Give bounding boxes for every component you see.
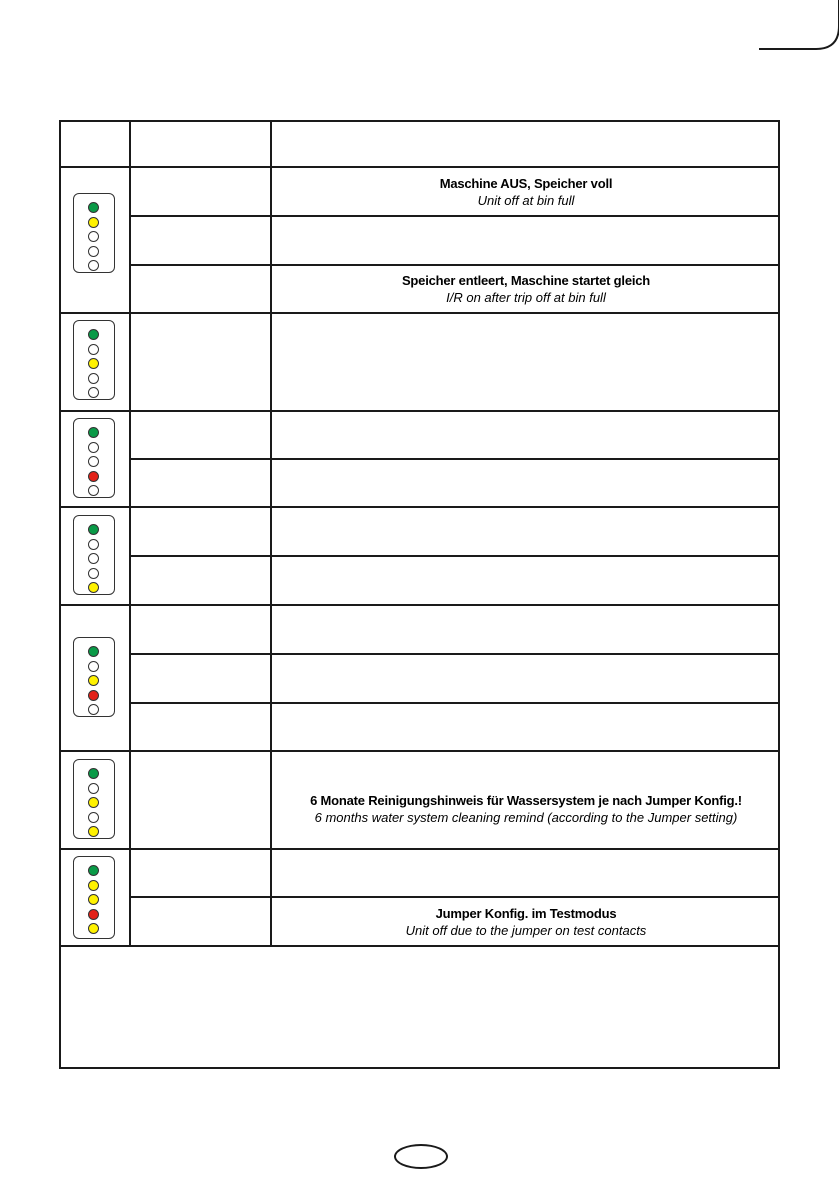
led-yellow-icon <box>88 880 99 891</box>
led-indicator-panel <box>73 637 115 717</box>
message-jumper-test <box>272 898 780 945</box>
led-green-icon <box>88 329 99 340</box>
led-red-icon <box>88 909 99 920</box>
message-en: Unit off due to the jumper on test contacts <box>405 922 647 938</box>
message-cleaning-remind <box>272 770 780 848</box>
led-yellow-icon <box>88 358 99 369</box>
row-divider <box>61 410 780 412</box>
led-yellow-icon <box>88 582 99 593</box>
led-yellow-icon <box>88 894 99 905</box>
page-number-badge <box>394 1144 448 1169</box>
message-en: Unit off at bin full <box>477 192 575 208</box>
message-en: 6 months water system cleaning remind (according to the Jumper setting) <box>314 810 738 825</box>
led-green-icon <box>88 524 99 535</box>
subrow-divider <box>129 653 780 655</box>
led-yellow-icon <box>88 826 99 837</box>
subrow-divider <box>129 702 780 704</box>
led-off-icon <box>88 344 99 355</box>
subrow-divider <box>129 555 780 557</box>
message-de: Maschine AUS, Speicher voll <box>439 175 613 191</box>
led-off-icon <box>88 783 99 794</box>
led-red-icon <box>88 690 99 701</box>
led-off-icon <box>88 456 99 467</box>
subrow-divider <box>129 215 780 217</box>
led-off-icon <box>88 231 99 242</box>
led-off-icon <box>88 539 99 550</box>
row-divider <box>61 312 780 314</box>
row-divider <box>61 945 780 947</box>
led-off-icon <box>88 246 99 257</box>
led-green-icon <box>88 865 99 876</box>
led-off-icon <box>88 704 99 715</box>
led-off-icon <box>88 387 99 398</box>
message-bin-full <box>272 168 780 215</box>
led-off-icon <box>88 373 99 384</box>
led-off-icon <box>88 485 99 496</box>
led-off-icon <box>88 553 99 564</box>
led-indicator-panel <box>73 320 115 400</box>
led-green-icon <box>88 202 99 213</box>
led-yellow-icon <box>88 217 99 228</box>
led-indicator-panel <box>73 515 115 595</box>
led-red-icon <box>88 471 99 482</box>
led-yellow-icon <box>88 797 99 808</box>
led-off-icon <box>88 260 99 271</box>
led-off-icon <box>88 568 99 579</box>
message-de: Jumper Konfig. im Testmodus <box>435 905 617 921</box>
led-indicator-panel <box>73 856 115 939</box>
led-indicator-panel <box>73 759 115 839</box>
led-indicator-panel <box>73 193 115 273</box>
led-yellow-icon <box>88 675 99 686</box>
message-de: Speicher entleert, Maschine startet gleich <box>401 273 651 288</box>
led-off-icon <box>88 442 99 453</box>
led-green-icon <box>88 646 99 657</box>
message-en: I/R on after trip off at bin full <box>446 290 606 305</box>
led-yellow-icon <box>88 923 99 934</box>
led-status-table <box>59 120 780 1069</box>
message-bin-emptied <box>272 266 780 312</box>
page-corner-mark <box>759 0 839 70</box>
row-divider <box>61 506 780 508</box>
led-green-icon <box>88 427 99 438</box>
row-divider <box>61 750 780 752</box>
column-divider <box>129 122 131 947</box>
row-divider <box>61 848 780 850</box>
led-off-icon <box>88 661 99 672</box>
row-divider <box>61 604 780 606</box>
led-off-icon <box>88 812 99 823</box>
subrow-divider <box>129 458 780 460</box>
led-indicator-panel <box>73 418 115 498</box>
message-de: 6 Monate Reinigungshinweis für Wassersystem je nach Jumper Konfig.! <box>310 793 742 808</box>
led-green-icon <box>88 768 99 779</box>
